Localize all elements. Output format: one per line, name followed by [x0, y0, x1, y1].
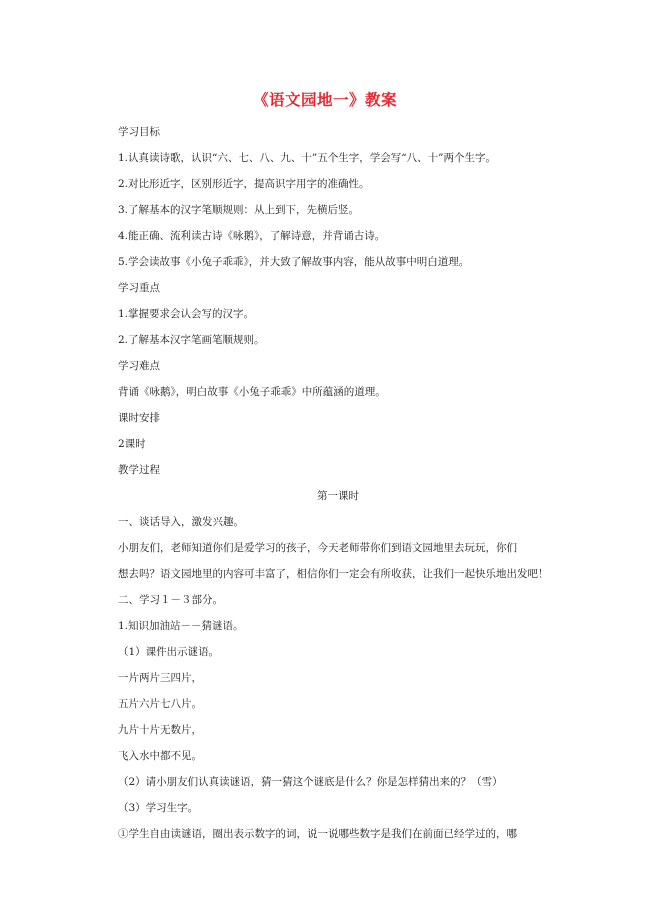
riddle-step-2: （2）请小朋友们认真读谜语，猜一猜这个谜底是什么？你是怎样猜出来的？（雪） [118, 776, 503, 788]
key-point-2: 2.了解基本汉字笔画笔顺规则。 [118, 334, 265, 346]
goal-item-1: 1.认真读诗歌，认识“六、七、八、九、十”五个生字，学会写“八、十”两个生字。 [118, 152, 496, 164]
goal-item-3: 3.了解基本的汉字笔顺规则：从上到下，先横后竖。 [118, 204, 360, 216]
heading-difficulties: 学习难点 [118, 360, 160, 372]
heading-schedule: 课时安排 [118, 412, 160, 424]
goal-item-4: 4.能正确、流利读古诗《咏鹅》，了解诗意，并背诵古诗。 [118, 230, 386, 242]
key-point-1: 1.掌握要求会认会写的汉字。 [118, 308, 255, 320]
section-first-lesson: 第一课时 [317, 490, 359, 502]
heading-process: 教学过程 [118, 464, 160, 476]
riddle-line-3: 九片十片无数片， [118, 724, 202, 736]
document-title: 《语文园地一》教案 [252, 90, 397, 109]
step-2-heading: 二、学习１－３部分。 [118, 594, 223, 606]
riddle-line-1: 一片两片三四片， [118, 672, 202, 684]
step-1-heading: 一、谈话导入，激发兴趣。 [118, 516, 244, 528]
riddle-step-3-sub-1: ①学生自由读谜语，圈出表示数字的词，说一说哪些数字是我们在前面已经学过的，哪 [118, 828, 517, 840]
document-body [118, 119, 558, 847]
goal-item-5: 5.学会读故事《小兔子乖乖》，并大致了解故事内容，能从故事中明白道理。 [118, 256, 470, 268]
riddle-step-1: （1）课件出示谜语。 [118, 646, 220, 658]
difficulty-text: 背诵《咏鹅》，明白故事《小兔子乖乖》中所蕴涵的道理。 [118, 386, 386, 398]
schedule-text: 2课时 [118, 438, 146, 450]
riddle-line-2: 五片六片七八片。 [118, 698, 202, 710]
intro-paragraph-line-1: 小朋友们，老师知道你们是爱学习的孩子，今天老师带你们到语文园地里去玩玩，你们 [118, 542, 517, 554]
riddle-line-4: 飞入水中都不见。 [118, 750, 202, 762]
heading-key-points: 学习重点 [118, 282, 160, 294]
riddle-heading: 1.知识加油站－－猜谜语。 [118, 620, 244, 632]
heading-learning-goals: 学习目标 [118, 126, 160, 138]
goal-item-2: 2.对比形近字，区别形近字，提高识字用字的准确性。 [118, 178, 370, 190]
riddle-step-3: （3）学习生字。 [118, 802, 199, 814]
intro-paragraph-line-2: 想去吗？语文园地里的内容可丰富了，相信你们一定会有所收获，让我们一起快乐地出发吧！ [118, 568, 549, 580]
